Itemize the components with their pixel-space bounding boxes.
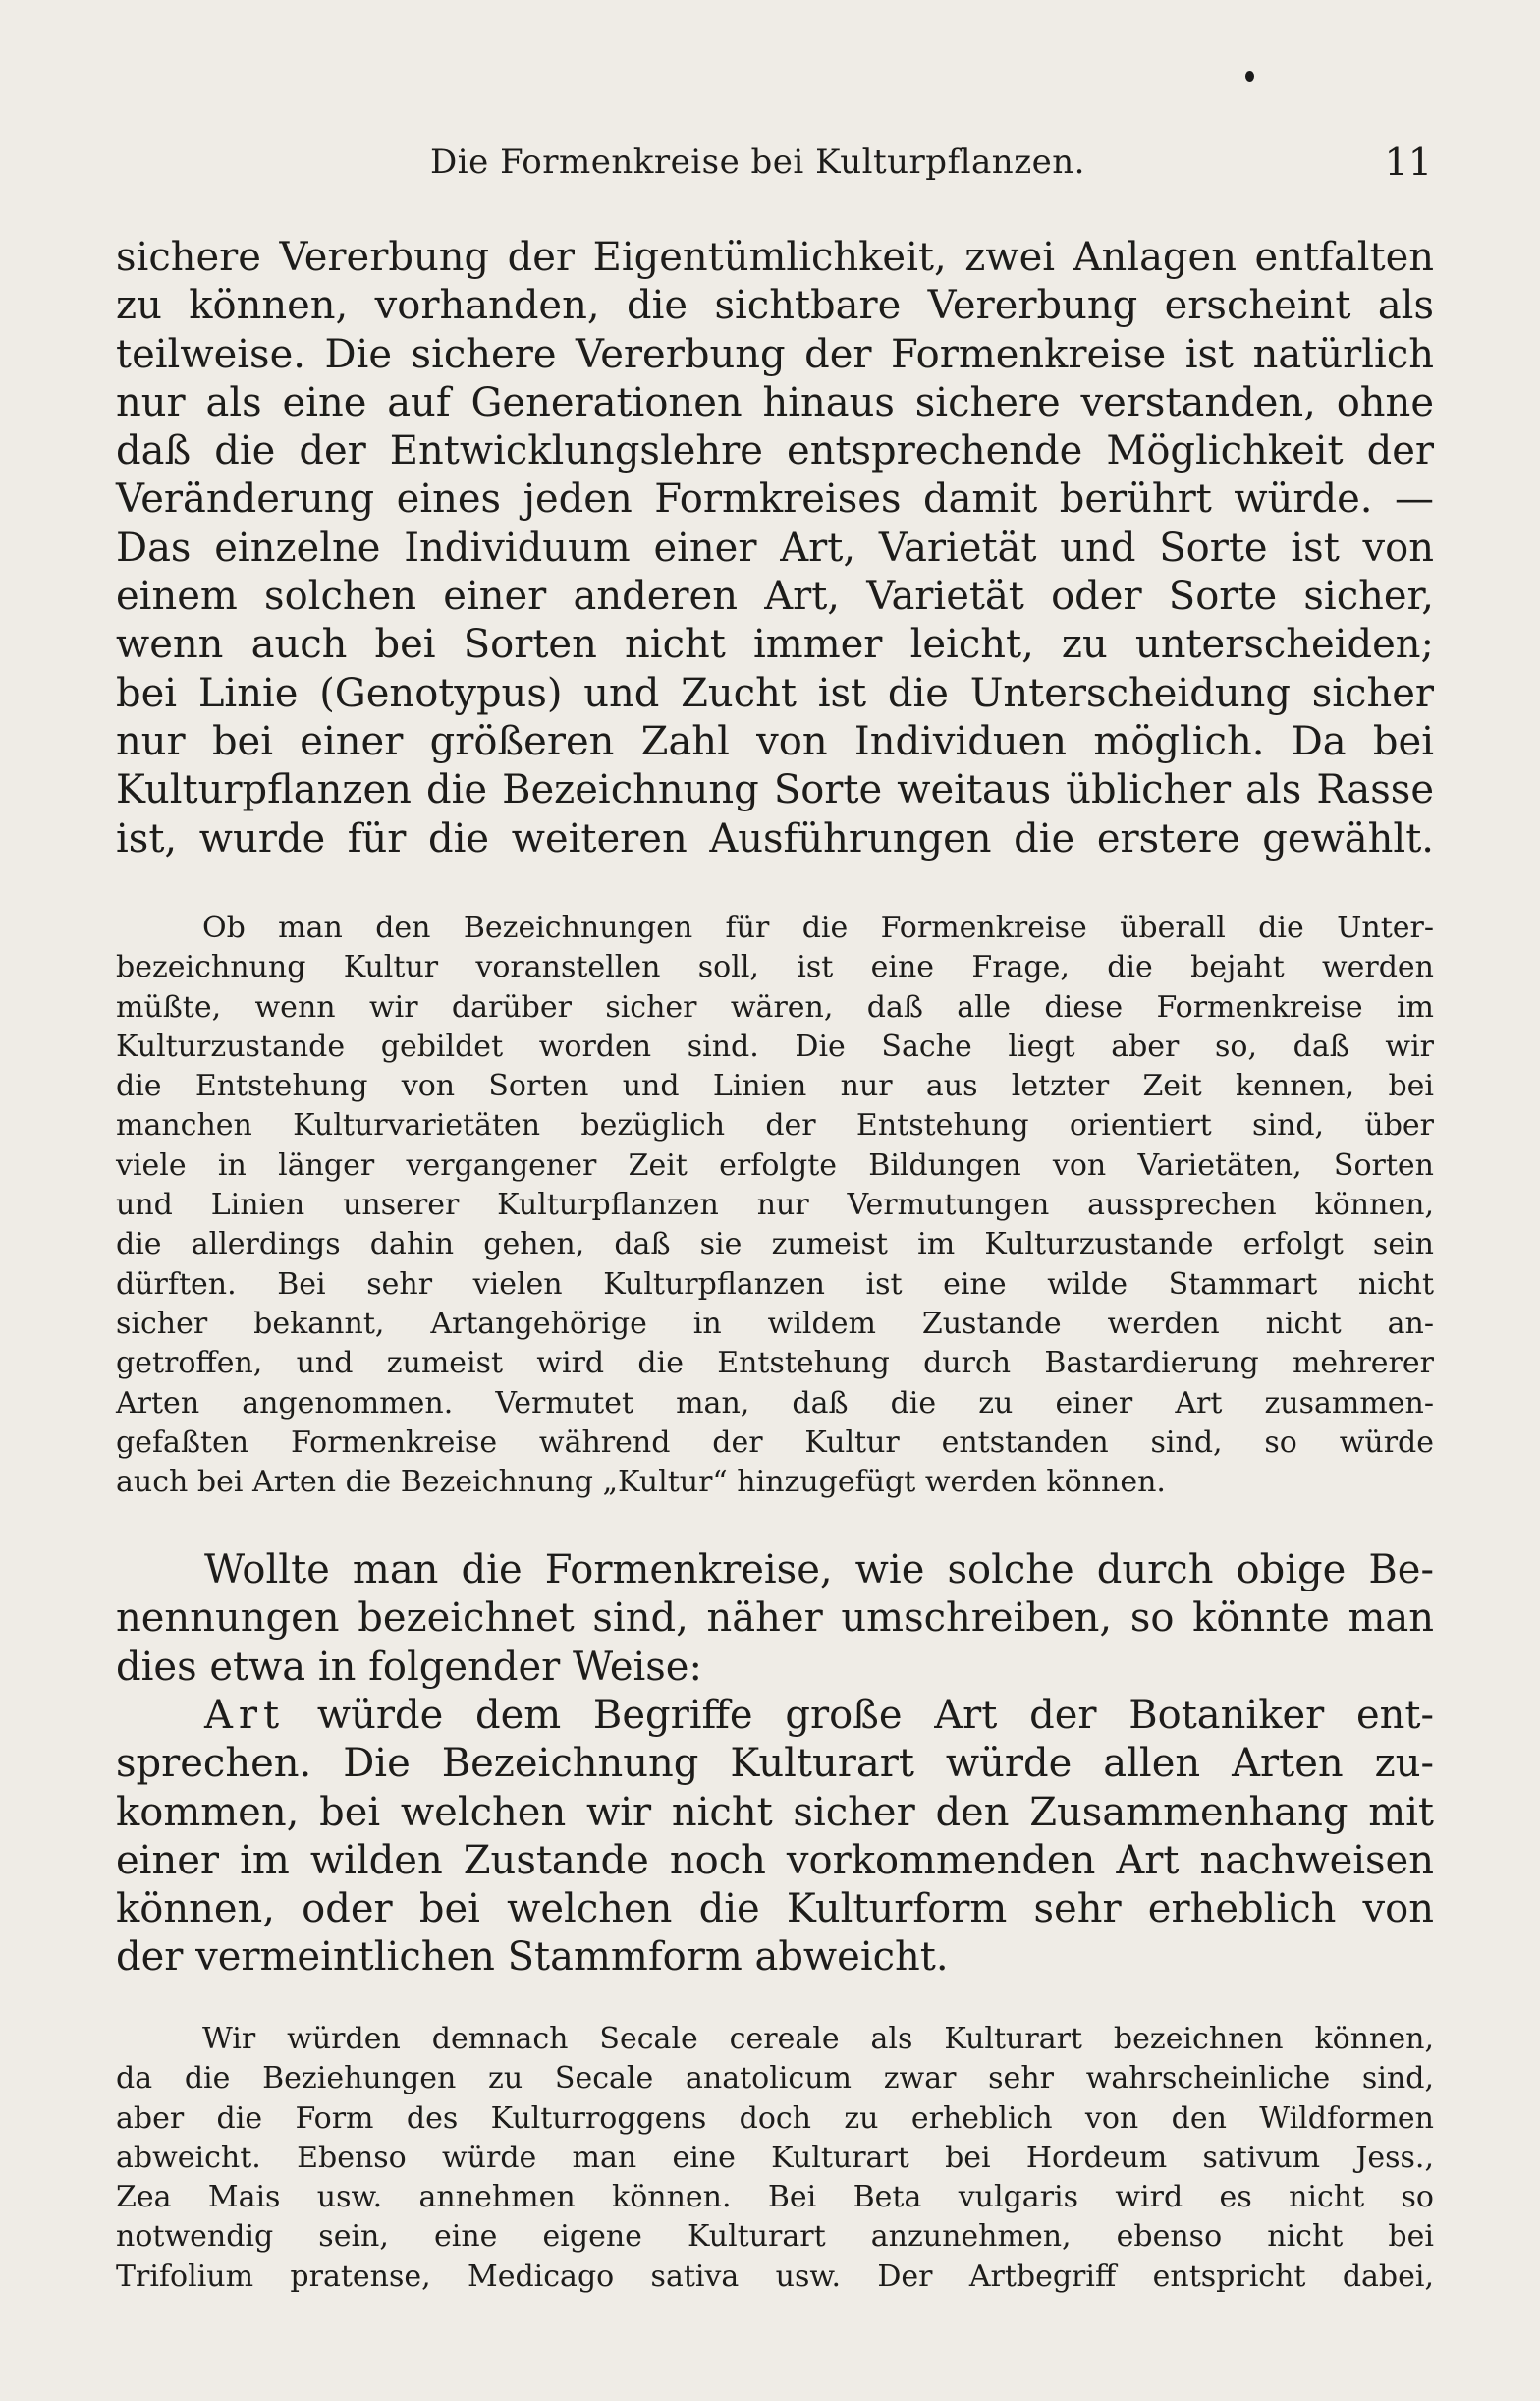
- spaced-term: Art: [204, 1693, 286, 1738]
- text-line: bei Linie (Genotypus) und Zucht ist die Unterscheidung sicher: [116, 670, 1434, 716]
- text-line: dies etwa in folgender Weise:: [116, 1644, 702, 1690]
- text-line: Trifolium pratense, Medicago sativa usw. Der Artbegriff entspricht dabei,: [116, 2259, 1434, 2294]
- text-line: einem solchen einer anderen Art, Varietät oder Sorte sicher,: [116, 574, 1434, 620]
- text-line: nur als eine auf Generationen hinaus sichere verstanden, ohne: [116, 379, 1434, 425]
- text-line: auch bei Arten die Bezeichnung „Kultur“ hinzugefügt werden können.: [116, 1465, 1166, 1500]
- paragraph-heredity: [116, 234, 1434, 864]
- text-line: Arten angenommen. Vermutet man, daß die zu einer Art zusammen-: [116, 1385, 1434, 1421]
- text-line: Kulturzustande gebildet worden sind. Die Sache liegt aber so, daß wir: [116, 1029, 1434, 1064]
- running-title: Die Formenkreise bei Kulturpflanzen.: [430, 142, 1085, 182]
- text-line: da die Beziehungen zu Secale anatolicum zwar sehr wahrscheinliche sind,: [116, 2061, 1434, 2096]
- text-line: wenn auch bei Sorten nicht immer leicht, zu unterscheiden;: [116, 622, 1434, 668]
- text-line: die allerdings dahin gehen, daß sie zumeist im Kulturzustande erfolgt sein: [116, 1227, 1434, 1262]
- text-line: Ob man den Bezeichnungen für die Formenkreise überall die Unter-: [202, 911, 1434, 945]
- text-line: getroffen, und zumeist wird die Entstehung durch Bastardierung mehrerer: [116, 1346, 1434, 1381]
- text-line: die Entstehung von Sorten und Linien nur aus letzter Zeit kennen, bei: [116, 1069, 1434, 1104]
- running-head: [116, 138, 1432, 187]
- text-line: kommen, bei welchen wir nicht sicher den Zusammenhang mit: [116, 1789, 1434, 1835]
- text-line: teilweise. Die sichere Vererbung der Formenkreise ist natürlich: [116, 331, 1434, 377]
- text-line: abweicht. Ebenso würde man eine Kulturart bei Hordeum sativum Jess.,: [116, 2140, 1434, 2175]
- text-line: zu können, vorhanden, die sichtbare Vererbung erscheint als: [116, 283, 1434, 329]
- text-line: können, oder bei welchen die Kulturform sehr erheblich von: [116, 1886, 1434, 1932]
- text-line: dürften. Bei sehr vielen Kulturpflanzen ist eine wilde Stammart nicht: [116, 1266, 1434, 1302]
- text-line: sichere Vererbung der Eigentümlichkeit, zwei Anlagen entfalten: [116, 235, 1434, 280]
- text-line: Zea Mais usw. annehmen können. Bei Beta vulgaris wird es nicht so: [116, 2180, 1434, 2215]
- text-line: und Linien unserer Kulturpflanzen nur Vermutungen aussprechen können,: [116, 1188, 1434, 1223]
- text-line: sicher bekannt, Artangehörige in wildem Zustande werden nicht an-: [116, 1306, 1434, 1341]
- text-line: Wollte man die Formenkreise, wie solche durch obige Be-: [204, 1547, 1434, 1592]
- text-line: notwendig sein, eine eigene Kulturart anzunehmen, ebenso nicht bei: [116, 2219, 1434, 2255]
- text-line: nennungen bezeichnet sind, näher umschreiben, so könnte man: [116, 1595, 1434, 1642]
- text-line: manchen Kulturvarietäten bezüglich der Entstehung orientiert sind, über: [116, 1108, 1434, 1144]
- note-paragraph-culture-label: [116, 909, 1434, 1502]
- text-fragment: würde dem Begriffe große Art der Botaniker ent-: [285, 1693, 1434, 1738]
- text-line: gefaßten Formenkreise während der Kultur entstanden sind, so würde: [116, 1424, 1434, 1460]
- text-line: viele in länger vergangener Zeit erfolgte Bildungen von Varietäten, Sorten: [116, 1147, 1434, 1183]
- text-line: bezeichnung Kultur voranstellen soll, ist eine Frage, die bejaht werden: [116, 950, 1434, 985]
- text-line: sprechen. Die Bezeichnung Kulturart würde allen Arten zu-: [116, 1741, 1434, 1787]
- text-line: daß die der Entwicklungslehre entsprechende Möglichkeit der: [116, 428, 1434, 475]
- paragraph-describe-forms: [116, 1546, 1434, 1692]
- text-line: der vermeintlichen Stammform abweicht.: [116, 1934, 949, 1981]
- text-line: einer im wilden Zustande noch vorkommenden Art nachweisen: [116, 1837, 1434, 1883]
- text-line: ist, wurde für die weiteren Ausführungen die erstere gewählt.: [116, 815, 1434, 862]
- text-line: Wir würden demnach Secale cereale als Kulturart bezeichnen können,: [202, 2022, 1434, 2056]
- text-line: Kulturpflanzen die Bezeichnung Sorte weitaus üblicher als Rasse: [116, 767, 1434, 813]
- text-line: aber die Form des Kulturroggens doch zu erheblich von den Wildformen: [116, 2100, 1434, 2136]
- text-line: Das einzelne Individuum einer Art, Varietät und Sorte ist von: [116, 525, 1434, 571]
- text-line: müßte, wenn wir darüber sicher wären, daß alle diese Formenkreise im: [116, 989, 1434, 1025]
- text-line: Veränderung eines jeden Formkreises damit berührt würde. —: [116, 476, 1434, 523]
- note-paragraph-examples: [116, 2020, 1434, 2297]
- ink-speck: [1245, 71, 1254, 82]
- paragraph-art-definition: [116, 1692, 1434, 1982]
- text-line: nur bei einer größeren Zahl von Individuen möglich. Da bei: [116, 718, 1434, 764]
- page-number: 11: [1384, 140, 1432, 184]
- text-line: [116, 1692, 1434, 1740]
